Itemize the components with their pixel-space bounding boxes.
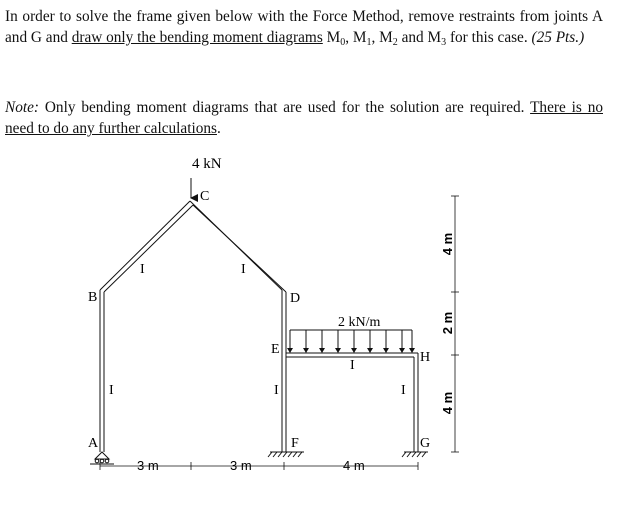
distributed-load [287, 330, 415, 353]
member-label-bc: I [140, 262, 145, 277]
member-label-eh: I [350, 358, 355, 373]
node-label-f: F [291, 436, 299, 451]
dim-v-3: 4 m [440, 391, 455, 415]
question-intro: In order to solve the frame given below with the Force Method, remove restraints from joints A and G and [5, 8, 603, 46]
support-g [402, 452, 428, 457]
symbol-m0: $M_0$ [326, 29, 346, 48]
note-underlined: There is no need to do any further calculations [5, 99, 603, 137]
and-word: and [401, 29, 424, 46]
member-cd [190, 201, 286, 292]
dim-h-2: 3 m [230, 458, 252, 473]
node-label-a: A [88, 436, 99, 451]
sep-2: , [371, 29, 380, 46]
symbol-m3: $M_3$ [427, 29, 447, 48]
member-bc [100, 201, 193, 292]
dimension-horizontal-labels [137, 458, 365, 473]
member-hg [414, 353, 418, 452]
dimension-vertical-labels [440, 233, 455, 414]
symbol-m1: $M_1$ [352, 29, 372, 48]
support-a [90, 452, 114, 464]
dim-v-1: 4 m [440, 232, 455, 256]
question-for-case: for this case. [449, 29, 528, 46]
dim-h-1: 3 m [137, 458, 159, 473]
node-label-h: H [420, 350, 431, 365]
question-points: (25 Pts.) [531, 29, 585, 46]
question-task: draw only the bending moment diagrams [71, 29, 323, 46]
support-f [268, 452, 304, 457]
node-label-g: G [420, 436, 431, 451]
node-label-e: E [271, 342, 280, 357]
note-end: . [216, 120, 221, 137]
member-df [282, 290, 286, 452]
node-label-d: D [290, 291, 301, 306]
member-eh [286, 353, 418, 357]
symbol-m2: $M_2$ [379, 29, 398, 48]
dim-v-2: 2 m [440, 311, 455, 335]
node-label-b: B [88, 290, 98, 305]
dim-h-3: 4 m [343, 458, 365, 473]
note-label: Note: [5, 99, 39, 116]
note-text: Only bending moment diagrams that are used for the solution are required. [39, 99, 531, 116]
member-label-df: I [274, 383, 279, 398]
member-label-ab: I [109, 383, 114, 398]
member-label-hg: I [401, 383, 406, 398]
member-label-cd: I [241, 262, 246, 277]
point-load-label: 4 kN [192, 156, 222, 172]
node-label-c: C [200, 189, 210, 204]
distributed-load-label: 2 kN/m [338, 315, 381, 330]
member-ab [100, 290, 104, 452]
sep-1: , [345, 29, 353, 46]
